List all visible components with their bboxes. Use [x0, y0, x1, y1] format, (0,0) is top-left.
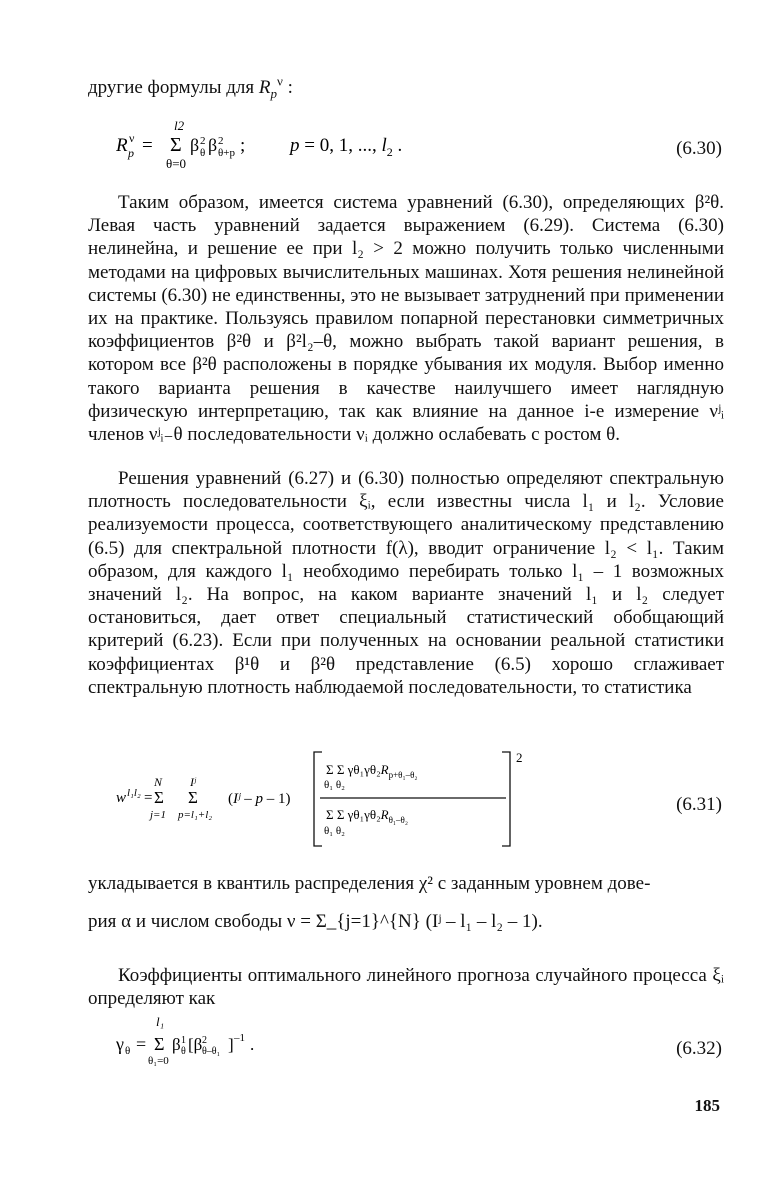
svg-text:θ₁=0: θ₁=0	[148, 1055, 169, 1067]
svg-text:–1: –1	[234, 1032, 245, 1044]
svg-text:β: β	[208, 135, 218, 155]
svg-text:p=l₁+l₂: p=l₁+l₂	[178, 809, 213, 821]
svg-text:Iʲ: Iʲ	[190, 775, 196, 789]
svg-text:θ+p: θ+p	[218, 147, 235, 159]
paragraph-2: Решения уравнений (6.27) и (6.30) полностью определяют спектральную плотность последовательности ξᵢ, если известны числа l₁ и l₂. Условие реализуемости процесса, соответствующего аналитическому представлению (6.5) для спектральной плотности f(λ), вводит ограничение l₂ < l₁. Таким образом, для каждого l₁ необходимо перебирать только l₁ – 1 возможных значений l₂. На вопрос, на каком варианте значений l₁ и l₂ следует остановиться, дает ответ специальный статистический обобщающий критерий (6.23). Если при полученных на основании реальной статистики коэффициентах β¹θ и β²θ представление (6.5) хорошо сглаживает спектральную плотность наблюдаемой последовательности, то статистика	[88, 468, 724, 698]
equation-6-32-formula	[116, 1014, 376, 1072]
svg-text:Σ: Σ	[154, 788, 164, 807]
svg-text:Σ Σ γθ₁γθ₂Rp+θ₁–θ₂: Σ Σ $\gamma\theta_1\gamma\theta_2R_{p+\theta_1-\theta_2}$	[326, 762, 418, 780]
svg-text:2: 2	[218, 135, 224, 147]
svg-text:;: ;	[240, 135, 246, 156]
equation-6-31	[0, 746, 768, 850]
svg-text:θ: θ	[125, 1045, 131, 1057]
svg-text:γ: γ	[116, 1034, 124, 1054]
equation-6-30-formula	[116, 118, 536, 172]
svg-text:R: R	[116, 135, 128, 156]
equation-6-30	[0, 118, 768, 172]
svg-text:=: =	[144, 790, 153, 806]
lead-text-rendered: другие формулы для $R_p^\nu$ :	[88, 74, 293, 102]
svg-text:N: N	[154, 775, 163, 789]
svg-text:β: β	[190, 135, 200, 155]
svg-text:θ₁ θ₂: θ₁ θ₂	[324, 779, 345, 791]
paragraph-3-line-2: рия α и числом свободы ν = Σ_{j=1}^{N} (Iʲ – l₁ – l₂ – 1).	[88, 911, 543, 932]
svg-text:[β: [β	[188, 1035, 203, 1054]
svg-text:l₁l₂: l₁l₂	[127, 787, 141, 799]
equation-number: (6.30)	[676, 138, 722, 159]
paragraph-3-line-1: укладывается в квантиль распределения χ² с заданным уровнем дове-	[88, 873, 651, 894]
svg-text:w: w	[116, 790, 127, 806]
svg-text:θ: θ	[181, 1046, 186, 1057]
svg-text:.: .	[250, 1035, 255, 1054]
svg-text:1: 1	[181, 1035, 186, 1046]
svg-text:p: p	[128, 146, 134, 160]
svg-text:Σ Σ γθ₁γθ₂Rθ₁–θ₂: Σ Σ $\gamma\theta_1\gamma\theta_2R_{\theta_1-\theta_2}$	[326, 807, 408, 825]
svg-text:Σ: Σ	[154, 1034, 165, 1054]
equation-number: (6.32)	[676, 1038, 722, 1059]
svg-text:Σ: Σ	[188, 788, 198, 807]
svg-text:θ₁ θ₂: θ₁ θ₂	[324, 825, 345, 837]
svg-text:j=1: j=1	[150, 809, 166, 821]
paragraph-4: Коэффициенты оптимального линейного прогноза случайного процесса ξᵢ определяют как	[88, 965, 724, 1010]
paragraph-1: Таким образом, имеется система уравнений (6.30), определяющих β²θ. Левая часть уравнений задается выражением (6.29). Система (6.30) нелинейна, и решение ее при l₂ > 2 можно получить только численными методами на цифровых вычислительных машинах. Хотя решения нелинейной системы (6.30) не единственны, это не вызывает затруднений при применении их на практике. Пользуясь правилом попарной перестановки симметричных коэффициентов β²θ и β²l₂–θ, можно выбрать такой вариант решения, в котором все β²θ расположены в порядке убывания их модуля. Выбор именно такого варианта решения в качестве наилучшего имеет наглядную физическую интерпретацию, так как влияние на данное i-е измерение νʲᵢ членов νʲᵢ₋θ последовательности νᵢ должно ослабевать с ростом θ.	[88, 192, 724, 446]
equation-6-32	[0, 1014, 768, 1072]
svg-text:θ–θ₁: θ–θ₁	[202, 1046, 221, 1057]
svg-text:=: =	[136, 1034, 147, 1054]
svg-text:l₁: l₁	[156, 1014, 165, 1029]
svg-text:2: 2	[202, 1035, 207, 1046]
svg-text:Σ: Σ	[170, 134, 182, 156]
equation-number: (6.31)	[676, 794, 722, 815]
svg-text:]: ]	[228, 1035, 234, 1054]
svg-text:θ=0: θ=0	[166, 156, 187, 171]
svg-text:=: =	[142, 135, 153, 156]
page-number: 185	[694, 1096, 720, 1115]
svg-text:ν: ν	[129, 131, 135, 145]
svg-text:2: 2	[516, 750, 523, 765]
svg-text:β: β	[172, 1035, 181, 1054]
svg-text:p = 0, 1, ..., l2 .: p = 0, 1, ..., $l_2$ .	[290, 135, 403, 159]
svg-text:2: 2	[200, 135, 206, 147]
svg-text:θ: θ	[200, 147, 206, 159]
lead-line	[88, 74, 293, 102]
svg-text:(Iʲ – p – 1): (Iʲ – p – 1)	[228, 791, 291, 807]
svg-text:l2: l2	[174, 118, 185, 133]
equation-6-31-formula	[116, 746, 576, 850]
